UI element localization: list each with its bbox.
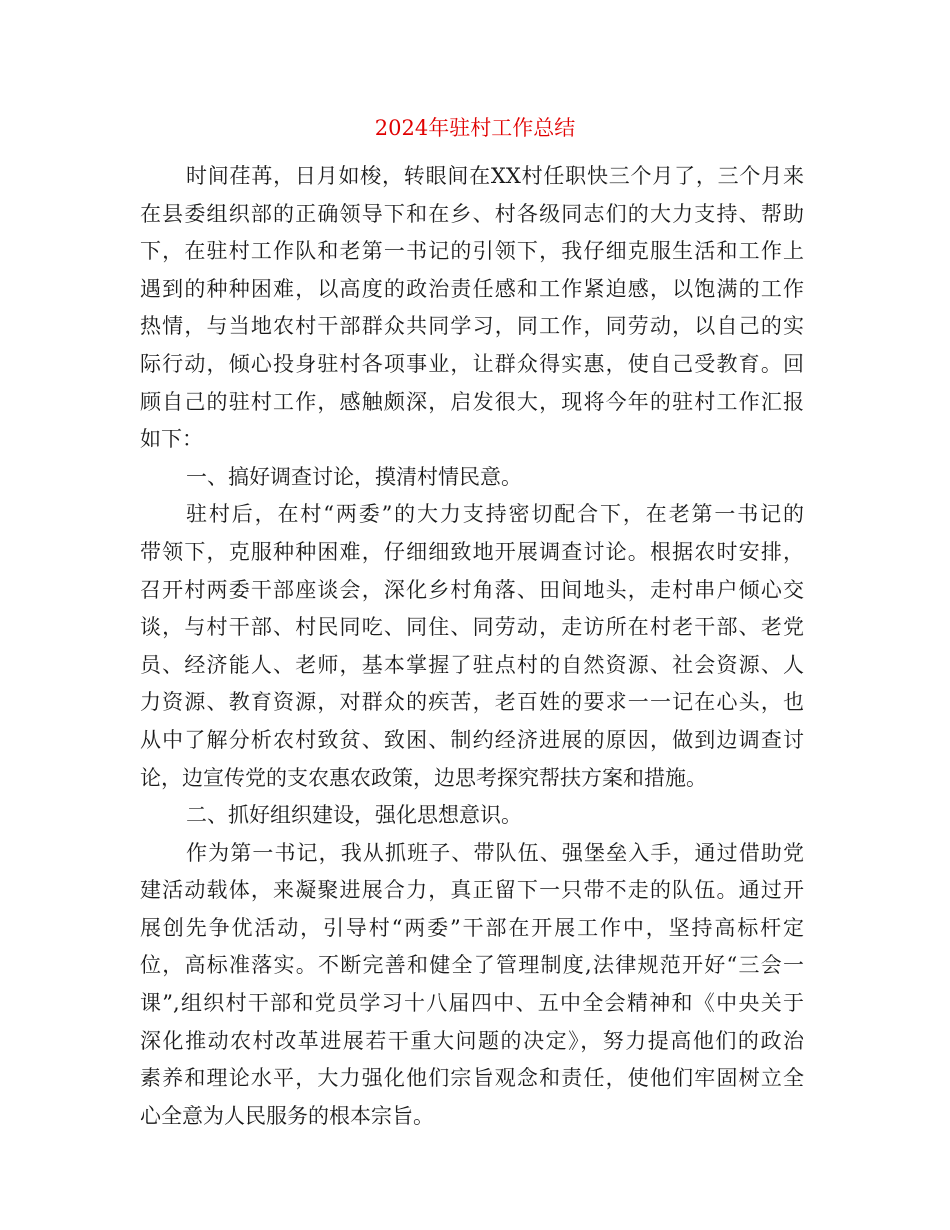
text-line: 如下： [140, 427, 203, 452]
text-line: 展创先争优活动，引导村“两委”干部在开展工作中，坚持高标杆定 [140, 915, 804, 940]
text-line: 深化推动农村改革进展若干重大问题的决定》，努力提高他们的政治 [140, 1028, 804, 1053]
text-line: 位，高标准落实。不断完善和健全了管理制度,法律规范开好“三会一 [140, 953, 804, 978]
text-line: 带领下，克服种种困难，仔细细致地开展调查讨论。根据农时安排， [140, 539, 804, 564]
text-line: 素养和理论水平，大力强化他们宗旨观念和责任，使他们牢固树立全 [140, 1066, 804, 1091]
section-heading: 一、搞好调查讨论，摸清村情民意。 [186, 464, 522, 489]
text-line: 员、经济能人、老师，基本掌握了驻点村的自然资源、社会资源、人 [140, 652, 804, 677]
text-line: 从中了解分析农村致贫、致困、制约经济进展的原因，做到边调查讨 [140, 727, 804, 752]
text-line: 驻村后，在村“两委”的大力支持密切配合下，在老第一书记的 [186, 502, 804, 527]
text-line: 谈，与村干部、村民同吃、同住、同劳动，走访所在村老干部、老党 [140, 615, 804, 640]
text-line: 在县委组织部的正确领导下和在乡、村各级同志们的大力支持、帮助 [140, 201, 804, 226]
text-line: 际行动，倾心投身驻村各项事业，让群众得实惠，使自己受教育。回 [140, 351, 804, 376]
document-body [140, 158, 804, 1135]
text-line: 力资源、教育资源，对群众的疾苦，老百姓的要求一一记在心头，也 [140, 690, 804, 715]
text-line: 论，边宣传党的支农惠农政策，边思考探究帮扶方案和措施。 [140, 765, 707, 790]
text-line: 作为第一书记，我从抓班子、带队伍、强堡垒入手，通过借助党 [186, 840, 804, 865]
section-heading: 二、抓好组织建设，强化思想意识。 [186, 803, 522, 828]
text-line: 热情，与当地农村干部群众共同学习，同工作，同劳动，以自己的实 [140, 314, 804, 339]
text-line: 课”,组织村干部和党员学习十八届四中、五中全会精神和《中央关于 [140, 991, 804, 1016]
text-line: 顾自己的驻村工作，感触颇深，启发很大，现将今年的驻村工作汇报 [140, 389, 804, 414]
text-line: 召开村两委干部座谈会，深化乡村角落、田间地头，走村串户倾心交 [140, 577, 804, 602]
text-line: 时间荏苒，日月如梭，转眼间在XX村任职快三个月了，三个月来 [186, 164, 804, 188]
text-line: 遇到的种种困难，以高度的政治责任感和工作紧迫感，以饱满的工作 [140, 276, 804, 301]
text-line: 建活动载体，来凝聚进展合力，真正留下一只带不走的队伍。通过开 [140, 878, 804, 903]
text-line: 心全意为人民服务的根本宗旨。 [140, 1103, 434, 1128]
document-title: 2024年驻村工作总结 [374, 116, 576, 140]
text-line: 下，在驻村工作队和老第一书记的引领下，我仔细克服生活和工作上 [140, 239, 804, 264]
